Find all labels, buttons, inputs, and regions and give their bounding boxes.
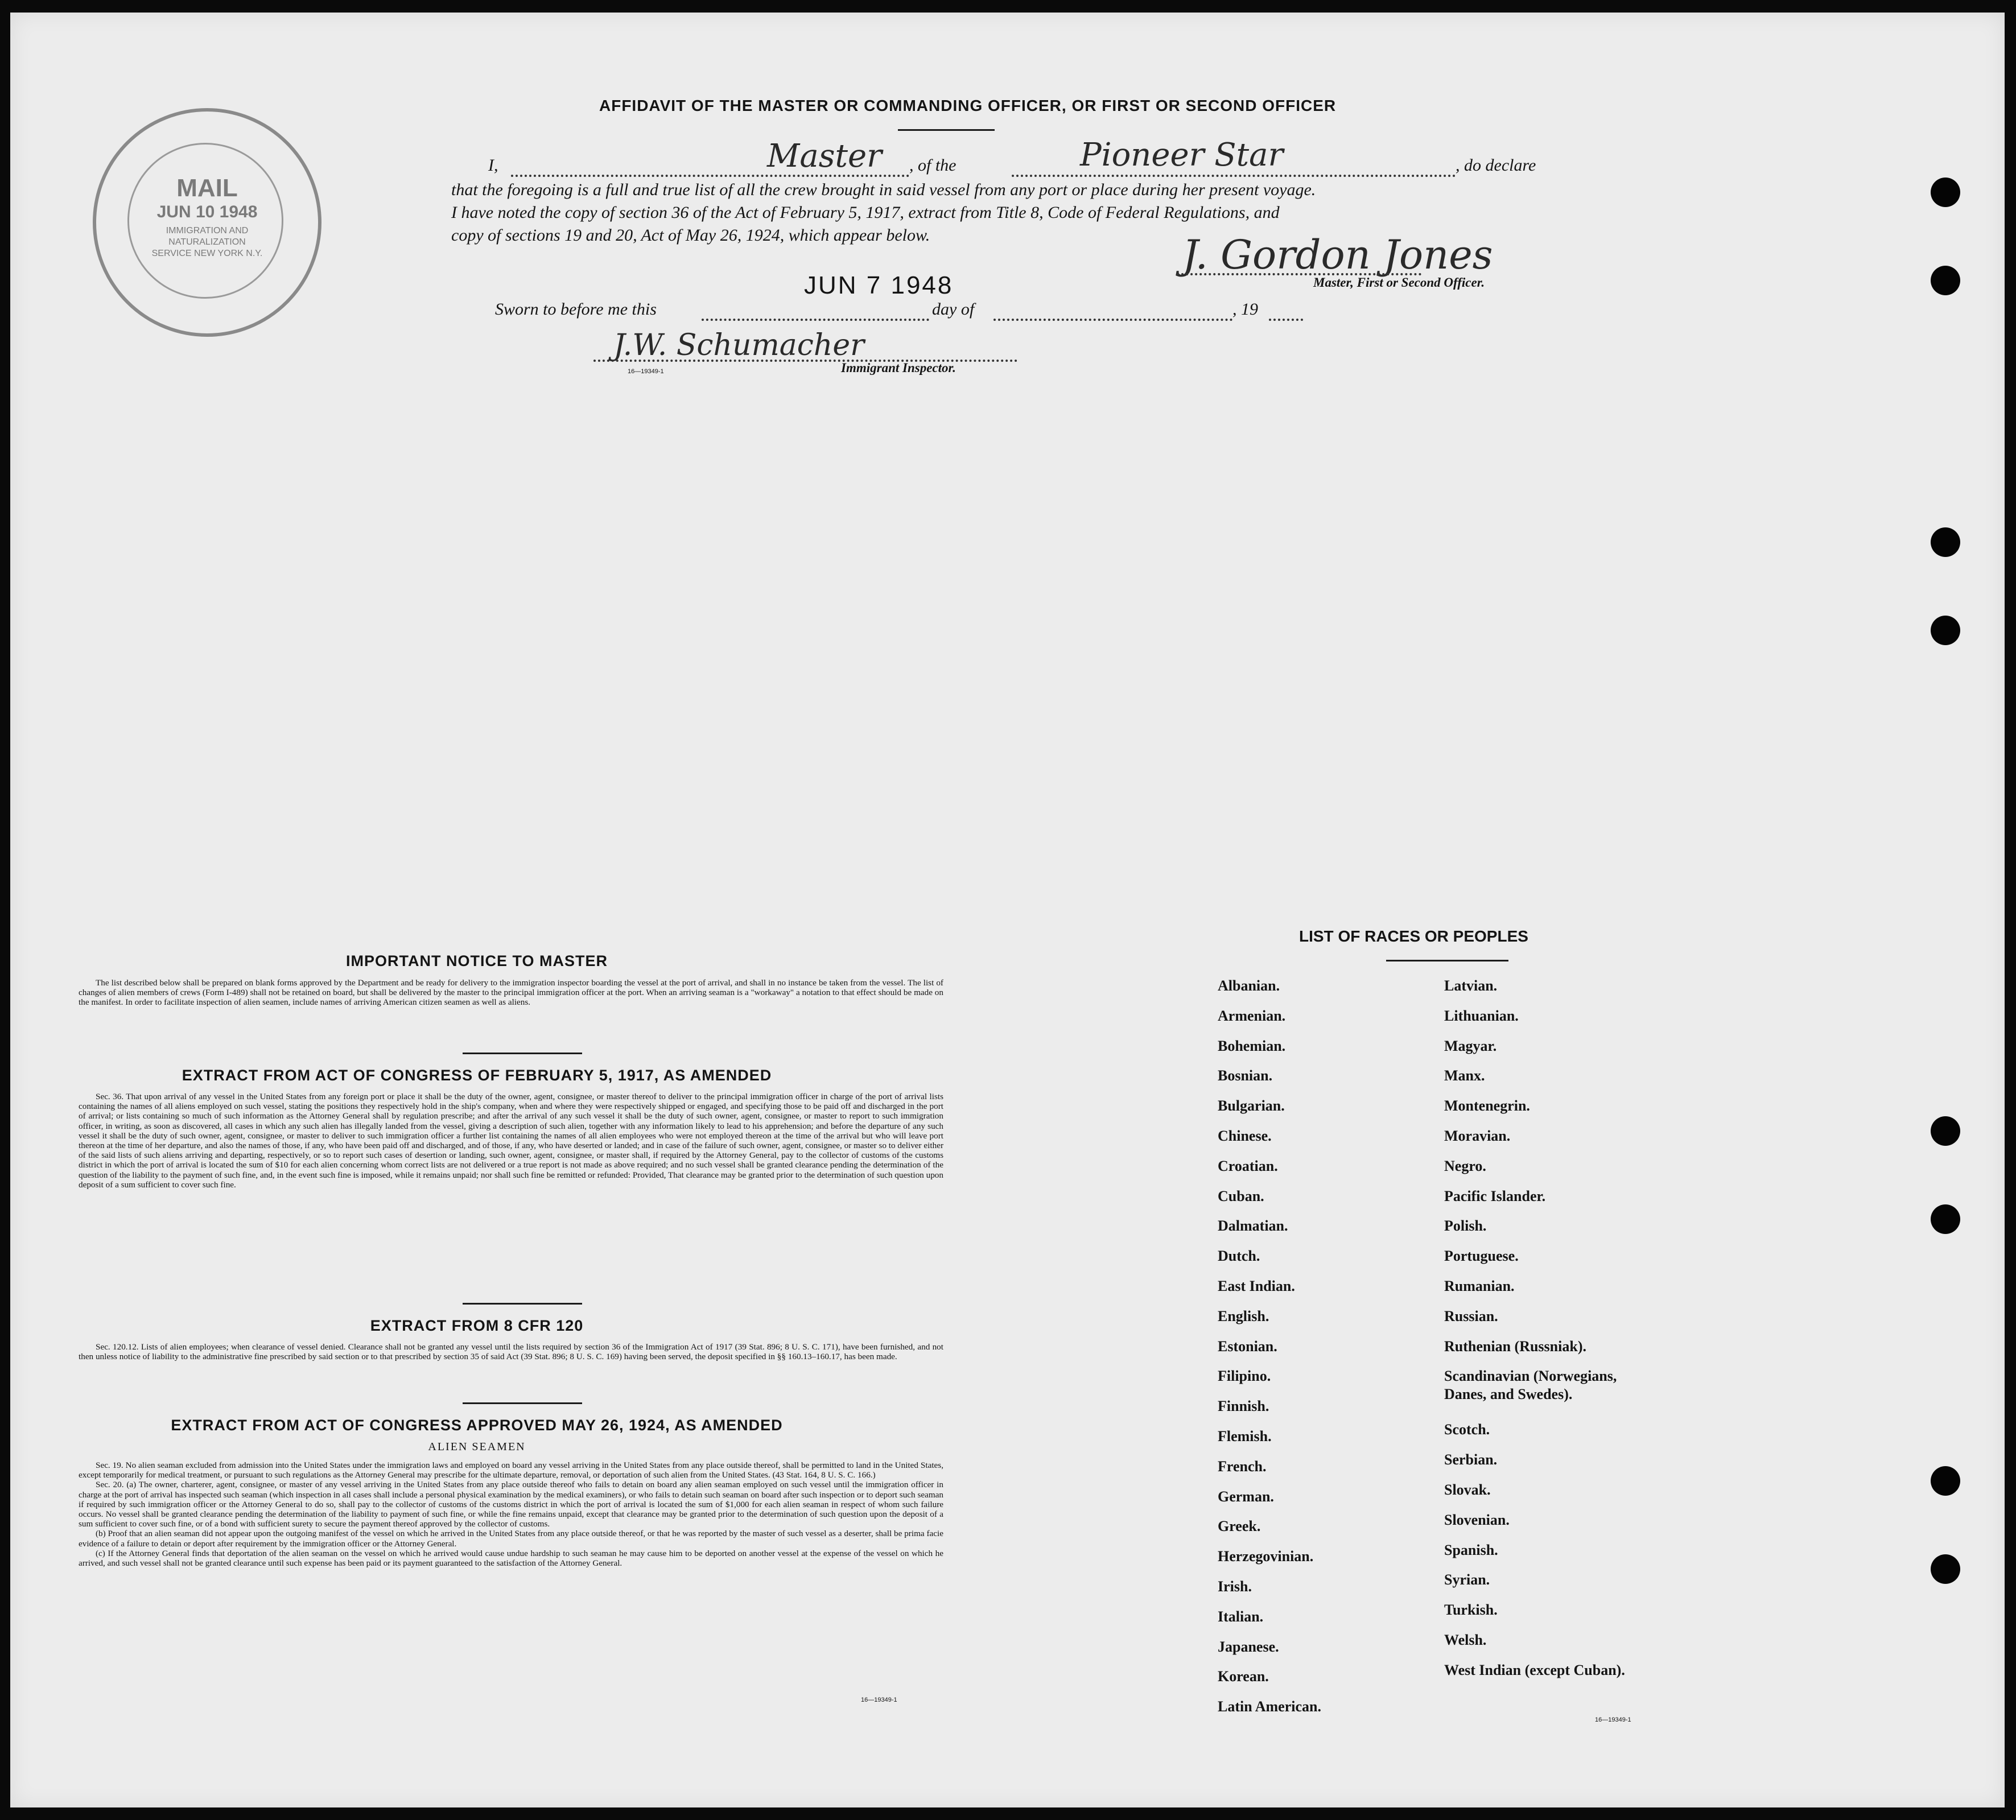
inspector-caption: Immigrant Inspector.: [841, 361, 956, 375]
affidavit-of-the: , of the: [909, 156, 957, 175]
race-item: Portuguese.: [1444, 1248, 1519, 1265]
signer-caption: Master, First or Second Officer.: [1313, 275, 1485, 290]
race-item: Polish.: [1444, 1218, 1487, 1235]
race-item: English.: [1218, 1307, 1269, 1324]
race-item: German.: [1218, 1488, 1274, 1505]
race-item: Dutch.: [1218, 1248, 1260, 1265]
binder-hole: [1931, 1554, 1960, 1584]
master-name-field: [511, 175, 909, 177]
race-item: Spanish.: [1444, 1541, 1498, 1558]
race-item: Slovak.: [1444, 1481, 1491, 1498]
race-item: Negro.: [1444, 1157, 1486, 1174]
race-item: Moravian.: [1444, 1128, 1511, 1144]
race-item: Croatian.: [1218, 1157, 1278, 1174]
affidavit-line-3: I have noted the copy of section 36 of the Act of February 5, 1917, extract from Title 8, Code of Federal Regulations, and: [451, 203, 1280, 222]
races-heading-rule: [1386, 960, 1508, 961]
affidavit-do-declare: , do declare: [1456, 156, 1536, 175]
vessel-name-field: [1012, 175, 1456, 177]
race-item: Armenian.: [1218, 1007, 1286, 1024]
race-item: Finnish.: [1218, 1398, 1269, 1415]
notice-heading: IMPORTANT NOTICE TO MASTER: [346, 952, 608, 969]
race-item: Lithuanian.: [1444, 1007, 1519, 1024]
race-item: Bohemian.: [1218, 1037, 1286, 1054]
race-item: Slovenian.: [1444, 1511, 1510, 1528]
race-item: Dalmatian.: [1218, 1218, 1288, 1235]
race-item: Pacific Islander.: [1444, 1187, 1546, 1204]
affidavit-form-number: 16—19349-1: [628, 368, 664, 375]
sworn-label: Sworn to before me this: [495, 300, 657, 319]
extract-1917-heading: EXTRACT FROM ACT OF CONGRESS OF FEBRUARY 5, 1917, AS AMENDED: [182, 1067, 772, 1084]
race-item: Danes, and Swedes).: [1444, 1386, 1573, 1403]
sec-20c-paragraph: (c) If the Attorney General finds that deportation of the alien seaman on the vessel on which he arrived would cause undue hardship to such seaman he may cause him to be deported on another vessel at the expense of the vessel on which he arrived, and such vessel shall not be granted clearance until such expense has been paid or its payment guaranteed to the satisfaction of the Attorney General.: [79, 1548, 943, 1569]
race-item: French.: [1218, 1458, 1267, 1475]
alien-seamen-subheading: ALIEN SEAMEN: [428, 1441, 526, 1453]
binder-hole: [1931, 1466, 1960, 1496]
extract-1917-rule: [463, 1303, 582, 1305]
sec-19-paragraph: Sec. 19. No alien seaman excluded from admission into the United States under the immigration laws and employed on board any vessel arriving in the United States from any place outside thereof, shall be permitted to land in the United States, except temporarily for medical treatment, or pursuant to such regulations as the Attorney General may prescribe for the ultimate departure, removal, or deportation of such alien from the United States. (43 Stat. 164, 8 U. S. C. 166.): [79, 1460, 943, 1480]
day-of-label: day of: [932, 300, 975, 319]
race-item: Montenegrin.: [1444, 1097, 1530, 1115]
binder-hole: [1931, 266, 1960, 295]
race-item: Ruthenian (Russniak).: [1444, 1338, 1586, 1355]
race-item: Herzegovinian.: [1218, 1548, 1314, 1565]
stamp-agency-text: IMMIGRATION AND NATURALIZATION SERVICE NEW YORK N.Y.: [151, 226, 263, 258]
extract-1924-body: [79, 1460, 943, 1568]
race-item: Turkish.: [1444, 1602, 1498, 1619]
binder-hole: [1931, 527, 1960, 557]
race-item: Welsh.: [1444, 1632, 1487, 1648]
race-item: Japanese.: [1218, 1638, 1279, 1655]
document-sheet: [10, 13, 2005, 1807]
race-item: Korean.: [1218, 1668, 1269, 1685]
affidavit-line-4: copy of sections 19 and 20, Act of May 26, 1924, which appear below.: [451, 226, 930, 245]
race-item: West Indian (except Cuban).: [1444, 1661, 1625, 1678]
stamp-date: JUN 10 1948: [156, 203, 258, 221]
race-item: Bulgarian.: [1218, 1097, 1285, 1115]
races-heading: LIST OF RACES OR PEOPLES: [1299, 927, 1528, 945]
sec-20b-paragraph: (b) Proof that an alien seaman did not appear upon the outgoing manifest of the vessel on which he arrived in the United States from any place outside thereof, or that he was reported by the master of such vessel as a deserter, shall be prima facie evidence of a failure to detain or deport after requirement by the immigration officer or the Attorney General.: [79, 1529, 943, 1549]
race-item: East Indian.: [1218, 1278, 1295, 1294]
race-item: Chinese.: [1218, 1128, 1272, 1144]
received-stamp: [93, 108, 321, 337]
stamp-mail-label: MAIL: [176, 174, 238, 202]
month-field: [993, 319, 1232, 321]
race-item: Scotch.: [1444, 1421, 1490, 1438]
race-item: Manx.: [1444, 1067, 1485, 1084]
race-item: Russian.: [1444, 1307, 1498, 1324]
extract-cfr-rule: [463, 1402, 582, 1404]
race-item: Serbian.: [1444, 1451, 1498, 1468]
race-item: Estonian.: [1218, 1338, 1277, 1355]
binder-hole: [1931, 1204, 1960, 1234]
race-item: Italian.: [1218, 1608, 1264, 1625]
affidavit-title: AFFIDAVIT OF THE MASTER OR COMMANDING OFFICER, OR FIRST OR SECOND OFFICER: [599, 97, 1337, 114]
sec-120-12-paragraph: Sec. 120.12. Lists of alien employees; when clearance of vessel denied. Clearance shall not be granted any vessel until the lists required by section 36 of the Immigration Act of 1917 (39 Stat. 896; 8 U. S. C. 171), have been furnished, and not then unless notice of liability to the administrative fine prescribed by said section or to that prescribed by section 35 of said Act (39 Stat. 896; 8 U. S. C. 169) having been served, the deposit specified in §§ 160.13–160.17, has been made.: [79, 1342, 943, 1362]
notice-body: [79, 978, 943, 1008]
year-field: [1269, 319, 1303, 321]
affidavit-line-2: that the foregoing is a full and true list of all the crew brought in said vessel from any port or place during her present voyage.: [451, 180, 1316, 199]
binder-hole: [1931, 1116, 1960, 1146]
sworn-date-stamp: JUN 7 1948: [804, 271, 954, 299]
race-item: Syrian.: [1444, 1571, 1490, 1588]
race-item: Scandinavian (Norwegians,: [1444, 1368, 1617, 1385]
inspector-signature: J.W. Schumacher: [613, 328, 865, 362]
extract-1924-heading: EXTRACT FROM ACT OF CONGRESS APPROVED MAY 26, 1924, AS AMENDED: [171, 1417, 783, 1434]
extract-cfr-heading: EXTRACT FROM 8 CFR 120: [370, 1317, 584, 1334]
race-item: Latin American.: [1218, 1698, 1321, 1715]
binder-hole: [1931, 178, 1960, 207]
extract-1917-body: [79, 1092, 943, 1190]
master-signature: J. Gordon Jones: [1182, 232, 1493, 278]
races-form-number: 16—19349-1: [1595, 1716, 1631, 1723]
race-item: Latvian.: [1444, 977, 1498, 994]
extract-form-number: 16—19349-1: [861, 1697, 897, 1703]
race-item: Cuban.: [1218, 1187, 1264, 1204]
sworn-day-field: [702, 319, 929, 321]
notice-rule: [463, 1053, 582, 1054]
year-prefix: , 19: [1232, 300, 1258, 319]
race-item: Filipino.: [1218, 1368, 1271, 1385]
race-item: Rumanian.: [1444, 1278, 1515, 1294]
sec-36-paragraph: Sec. 36. That upon arrival of any vessel in the United States from any foreign port or place it shall be the duty of the owner, agent, consignee, or master thereof to deliver to the principal immigration officer in charge of the port of arrival lists containing the names of all aliens employed on such vessel, stating the positions they respectively hold in the ship's company, when and where they were respectively shipped or engaged, and specifying those to be paid off and discharged in the port of arrival; or lists containing so much of such information as the Attorney General shall by regulation prescribe; and after the arrival of any such vessel it shall be the duty of such owner, agent, consignee, or master to report to such immigration officer, in writing, as soon as discovered, all cases in which any such alien has illegally landed from the vessel, giving a description of such alien, together with any information likely to lead to his apprehension; and before the departure of any such vessel it shall be the duty of such owner, agent, consignee, or master to deliver to such immigration officer a further list containing the names of all alien employees who were not employed thereon at the time of the arrival but who will leave port thereon at the time of her departure, and also the names of those, if any, who have been paid off and discharged, and of those, if any, who have deserted or landed; and in case of the failure of such owner, agent, consignee, or master so to deliver either of the said lists of such aliens arriving and departing, respectively, or so to report such cases of desertion or landing, such owner, agent, consignee, or master shall, if required by the Attorney General, pay to the collector of customs of the customs district in which the port of arrival is located the sum of $10 for each alien concerning whom correct lists are not delivered or a true report is not made as above required; and no such vessel shall be granted clearance pending the determination of the question of the liability to the payment of such fine, and, in the event such fine is imposed, while it remains unpaid; nor shall such fine be remitted or refunded: Provided, That clearance may be granted prior to the determination of such question upon deposit of a sum sufficient to cover such fine.: [79, 1092, 943, 1190]
race-item: Irish.: [1218, 1578, 1252, 1595]
race-item: Magyar.: [1444, 1037, 1497, 1054]
race-item: Bosnian.: [1218, 1067, 1273, 1084]
extract-cfr-body: [79, 1342, 943, 1361]
race-item: Flemish.: [1218, 1428, 1272, 1445]
race-item: Albanian.: [1218, 977, 1280, 994]
binder-hole: [1931, 616, 1960, 645]
race-item: Greek.: [1218, 1518, 1261, 1535]
vessel-name-handwritten: Pioneer Star: [1080, 137, 1284, 174]
affidavit-i: I,: [488, 156, 498, 175]
title-underline: [898, 129, 995, 131]
sec-20a-paragraph: Sec. 20. (a) The owner, charterer, agent, consignee, or master of any vessel arriving in the United States from any place outside thereof who fails to detain on board any alien seaman employed on such vessel until the immigration officer in charge at the port of arrival has inspected such seaman (which inspection in all cases shall include a personal physical examination by the medical examiners), or who fails to detain such seaman on board after such inspection or to deport such seaman if required by such immigration officer or the Attorney General to do so, shall pay to the collector of customs of the customs district in which the port of arrival is located the sum of $1,000 for each alien seaman in respect of whom such failure occurs. No vessel shall be granted clearance pending the determination of the liability to payment of such fine, or while the fine remains unpaid, except that clearance may be granted prior to the determination of such question upon the deposit of a sum sufficient to cover such fine, or of a bond with sufficient surety to secure the payment thereof approved by the collector of customs.: [79, 1480, 943, 1529]
master-name-handwritten: Master: [767, 138, 882, 175]
notice-paragraph: The list described below shall be prepared on blank forms approved by the Department and be ready for delivery to the immigration inspector boarding the vessel at the port of arrival, and shall in no instance be taken from the vessel. The list of changes of alien members of crews (Form I-489) shall not be retained on board, but shall be delivered by the master to the principal immigration officer at the port. When an arriving seaman is a "workaway" a notation to that effect should be made on the manifest. In order to facilitate inspection of alien seamen, include names of arriving American citizen seamen as well as aliens.: [79, 978, 943, 1008]
